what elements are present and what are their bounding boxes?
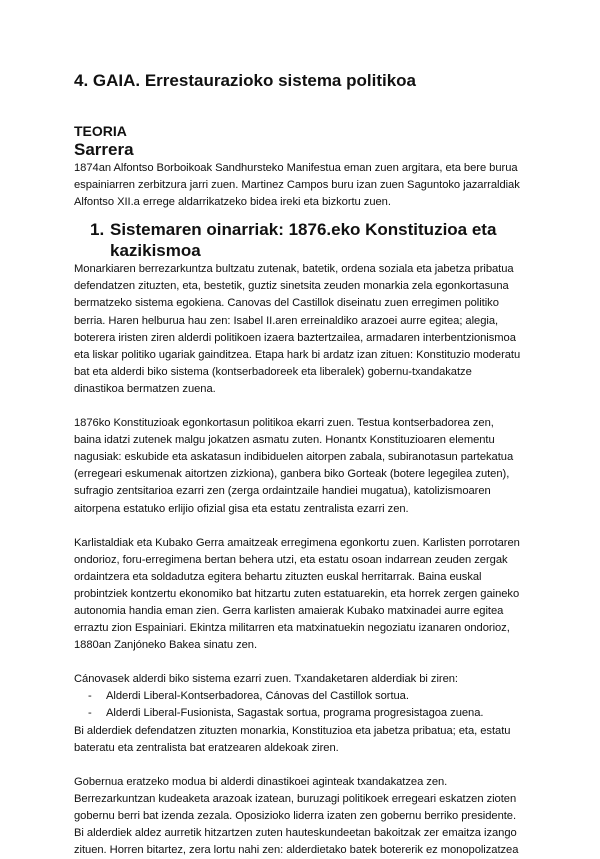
teoria-heading: TEORIA [74, 123, 127, 139]
parties-list [74, 688, 522, 722]
sarrera-paragraph: 1874an Alfontso Borboikoak Sandhursteko Manifestua eman zuen argitara, eta bere burua espainiarren zerbitzura jarri zuen. Martinez Campos buru izan zuen Saguntoko jazarraldiak Alfontso XII.a errege aldarrikatzeko bidea ireki eta bizkortu zuen. [74, 162, 520, 209]
document-title: 4. GAIA. Errestaurazioko sistema politikoa [74, 71, 417, 90]
list-item: - Alderdi Liberal-Kontserbadorea, Cánovas del Castillok sortua. [74, 688, 522, 705]
section-1-heading [74, 219, 522, 261]
section-1-number: 1. [90, 220, 105, 240]
section-1-title-line2: kazikismoa [110, 241, 201, 261]
body-paragraph-last: Gobernua eratzeko modua bi alderdi dinastikoei aginteak txandakatzea zen. Berrezarkuntzan kudeaketa arazoak izatean, buruzagi politikoek erregeari eskatzen zioten gobernu berri bat izenda zezala. Oposizioko liderra izaten zen gobernu berriko presidente. Bi alderdiek aldez aurretik hitzartzen zuten hauteskundeetan bakoitzak zer emaitza izango zituen. Horren bitartez, zera lortu nahi zen: alderdietako batek botererik ez monopolizatzea [74, 775, 519, 857]
body-paragraph-3: Karlistaldiak eta Kubako Gerra amaitzeak erregimena egonkortu zuen. Karlisten porrotaren ondorioz, foru-erregimena bertan behera utzi, eta estatu osoan indarrean zeuden zergak ordaintzera eta soldadutza egitera behartu zituzten euskal herritarrak. Baina euskal probintziek kontzertu ekonomiko bat hitzartu zuten estatuarekin, eta horrek zergen gaineko autonomia handia eman zien. Gerra karlisten amaierak Kubako matxinadei aurre egitea erraztu zion Espainiari. Ekintza militarren eta matxinatuekin negoziatu izanaren ondorioz, 1880an Zanjóneko Bakea sinatu zen. [74, 536, 520, 652]
section-1-title-line1: Sistemaren oinarriak: 1876.eko Konstituzioa eta [110, 220, 497, 240]
document-page [74, 70, 522, 859]
body-paragraph-4: Cánovasek alderdi biko sistema ezarri zuen. Txandaketaren alderdiak bi ziren: [74, 673, 458, 686]
body-paragraph-2: 1876ko Konstituzioak egonkortasun politikoa ekarri zuen. Testua kontserbadorea zen, baina idatzi zutenek malgu jokatzen asmatu zuten. Honantx Konstituzioaren elementu nagusiak: eskubide eta askatasun indibiduelen aitorpen zabala, subiranotasun partekatua (erregeari eskumenak aitortzen zizkiona), ganbera biko Gorteak (botere legegilea zuten), sufragio zentsitarioa ezarri zen (zerga ordaintzaile handiei mugatua), katolizismoaren aitorpena estatuko erlijio ofizial gisa eta estatu zentralista ezarri zen. [74, 417, 514, 515]
body-paragraph-1: Monarkiaren berrezarkuntza bultzatu zutenak, batetik, ordena soziala eta jabetza pribatua defendatzen zituzten, eta, bestetik, guztiz sinetsita zeuden monarkia zela egonkortasuna bermatzeko sistema egokiena. Canovas del Castillok diseinatu zuen erregimen politiko berria. Haren helburua hau zen: Isabel II.aren erreinaldiko arazoei aurre egitea; alegia, boterera iristen ziren alderdi politikoen izaera baztertzailea, armadaren interbentzionismoa eta liskar politiko ugariak gainditzea. Etapa hark bi ardatz izan zituen: Konstituzio moderatu bat eta alderdi biko sistema (kontserbadoreek eta liberalek) gobernu-txandakatze dinastikoa bermatzen zuena. [74, 263, 521, 395]
list-item: - Alderdi Liberal-Fusionista, Sagastak sortua, programa progresistagoa zuena. [74, 705, 522, 722]
after-list-paragraph: Bi alderdiek defendatzen zituzten monarkia, Konstituzioa eta jabetza pribatua; eta, estatu bateratu eta zentralista bat eratzearen aldekoak ziren. [74, 724, 511, 754]
sarrera-heading: Sarrera [74, 140, 134, 159]
